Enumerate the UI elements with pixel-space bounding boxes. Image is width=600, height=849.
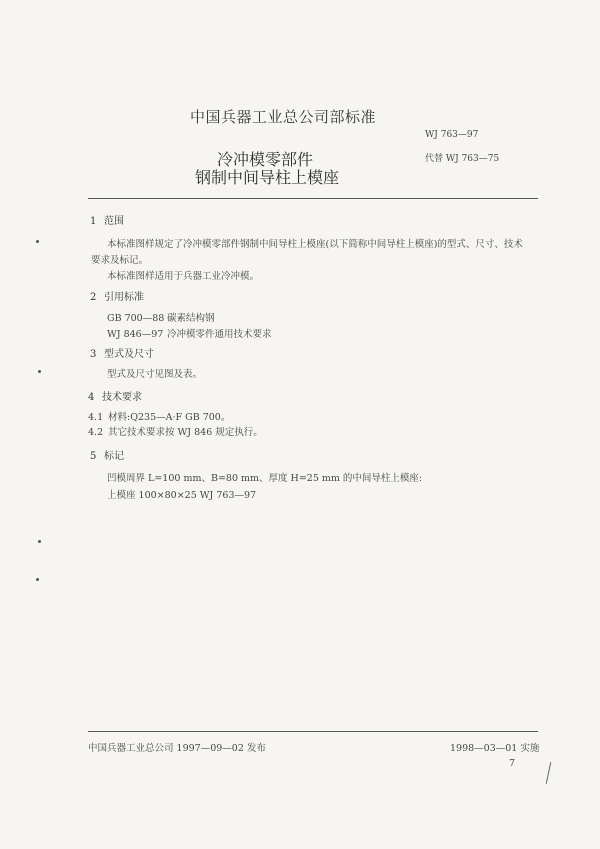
reference-code: GB 700—88	[107, 313, 165, 324]
section-heading-scope	[90, 212, 124, 227]
scan-speck	[38, 370, 41, 373]
header-rule	[88, 198, 538, 199]
effective-date: 1998—03—01 实施	[450, 743, 540, 754]
section-title: 标记	[104, 451, 124, 462]
section-title: 技术要求	[102, 392, 142, 403]
scan-speck	[36, 578, 39, 581]
section-heading-references	[90, 288, 144, 303]
section-heading-technical	[88, 388, 142, 403]
reference-title: 碳素结构钢	[167, 313, 215, 324]
section-number: 3	[90, 349, 97, 360]
form-text: 型式及尺寸见图及表。	[107, 369, 203, 380]
section-number: 1	[90, 216, 97, 227]
item-text: 其它技术要求按 WJ 846 规定执行。	[108, 427, 263, 438]
replaces-standard: 代替 WJ 763—75	[425, 154, 500, 164]
reference-item-1	[107, 310, 215, 324]
document-title-line1: 冷冲模零部件	[217, 150, 314, 169]
section-number: 2	[90, 292, 97, 303]
scope-paragraph-line1: 本标准图样规定了冷冲模零部件钢制中间导柱上模座(以下简称中间导柱上模座)的型式、尺寸、技术	[107, 239, 523, 250]
scan-speck	[38, 540, 41, 543]
marking-description: 凹模周界 L=100 mm、B=80 mm、厚度 H=25 mm 的中间导柱上模座:	[107, 473, 423, 484]
document-title-line2: 钢制中间导柱上模座	[195, 168, 340, 187]
technical-item-2	[88, 424, 263, 438]
section-heading-form	[90, 345, 154, 360]
scan-speck	[36, 240, 39, 243]
scope-paragraph-2: 本标准图样适用于兵器工业冷冲模。	[107, 271, 260, 282]
scope-paragraph-line2: 要求及标记。	[91, 255, 149, 266]
item-number: 4.1	[88, 412, 104, 423]
pen-stroke	[546, 762, 552, 784]
marking-example: 上模座 100×80×25 WJ 763—97	[107, 490, 257, 501]
item-number: 4.2	[88, 427, 104, 438]
section-title: 引用标准	[104, 292, 144, 303]
section-heading-marking	[90, 447, 124, 462]
technical-item-1	[88, 409, 230, 423]
footer-rule	[88, 731, 538, 732]
reference-title: 冷冲模零件通用技术要求	[167, 329, 272, 340]
issuing-organization: 中国兵器工业总公司部标准	[190, 108, 377, 126]
standard-code: WJ 763—97	[425, 130, 479, 140]
item-text: 材料:Q235—A·F GB 700。	[108, 412, 231, 423]
issue-date: 中国兵器工业总公司 1997—09—02 发布	[88, 743, 266, 754]
section-number: 5	[90, 451, 97, 462]
page-number: 7	[509, 758, 516, 769]
reference-item-2	[107, 326, 272, 340]
reference-code: WJ 846—97	[107, 329, 164, 340]
section-number: 4	[88, 392, 95, 403]
section-title: 型式及尺寸	[104, 349, 154, 360]
section-title: 范围	[104, 216, 124, 227]
